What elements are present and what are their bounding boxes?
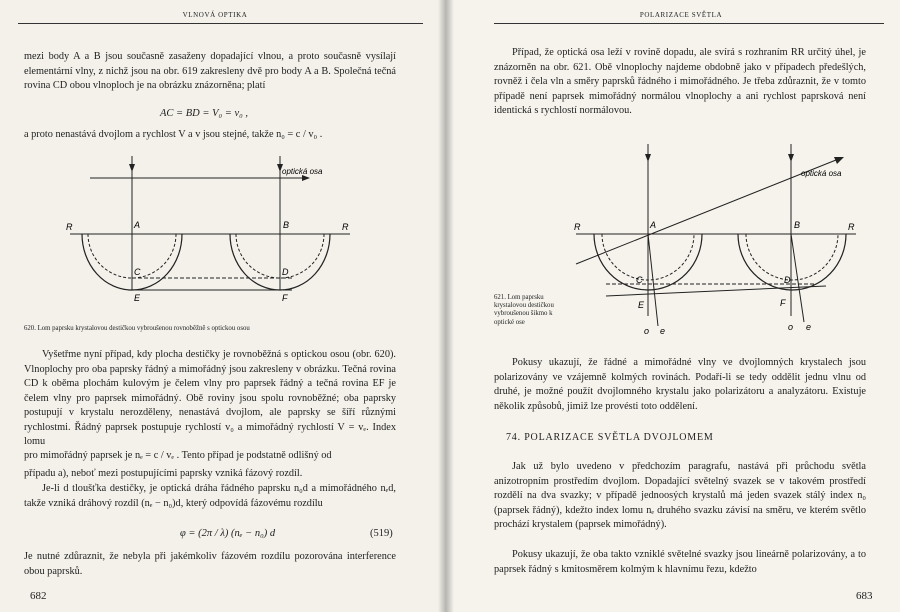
paragraph: případu a), neboť mezi postupujícími paprsky vzniká fázový rozdíl. — [24, 468, 303, 479]
section-title: 74. POLARIZACE SVĚTLA DVOJLOMEM — [506, 432, 714, 443]
paragraph: mezi body A a B jsou současně zasaženy dopadající vlnou, a proto současně vysílají elementární vlny, z nichž jsou na obr. 619 zakresleny dvě pro body A a B. Společná tečná rovina CD obou vlnoploch je na obrázku znázorněna; platí — [24, 51, 396, 91]
running-header: POLARIZACE SVĚTLA — [639, 11, 723, 19]
paragraph: a proto nenastává dvojlom a rychlost V a v jsou stejné, takže n₀ = c / v₀ . — [24, 129, 323, 140]
left-page — [0, 0, 446, 612]
figure-label: D — [784, 275, 791, 285]
running-header: VLNOVÁ OPTIKA — [182, 11, 248, 19]
figure-caption: 621. Lom paprsku krystalovou destičkou vybroušenou šikmo k optické ose — [494, 294, 554, 326]
paragraph: Pokusy ukazují, že řádné a mimořádné vlny ve dvojlomných krystalech jsou polarizovány ve vzájemně kolmých rovinách. Podaří-li se tedy oddělit jednu vlnu od druhé, je možné použít dvojlomného krystalu jako polarizátoru a analyzátoru. Existuje několik způsobů, jimiž lze provésti toto oddělení. — [494, 357, 866, 412]
book-gutter — [438, 0, 454, 612]
figure-620 — [60, 148, 360, 318]
figure-label: E — [638, 300, 645, 310]
figure-label: F — [282, 293, 288, 303]
paragraph: Vyšetřme nyní případ, kdy plocha destičky je rovnoběžná s optickou osou (obr. 620). Vlnoplochy pro oba paprsky řádný a mimořádný jsou zakresleny v obrázku. Tečná rovina CD k oběma plochám kulovým je čelem vlny pro paprsek řádný a tečná rovina EF je čelem vlny pro paprsek mimořádný. Obě roviny jsou spolu rovnoběžné; oba paprsky postupují v krystalu nerozděleny, nenastává dvojlom, ale paprsky se šíří různými rychlostmi. Řádný paprsek postupuje rychlostí v₀ a mimořádný rychlostí V = vₑ. Index lomu — [24, 349, 396, 447]
figure-label: o — [644, 326, 650, 336]
figure-label: E — [134, 293, 141, 303]
equation: AC = BD = V₀ = v₀ , — [160, 108, 249, 119]
paragraph: Je nutné zdůraznit, že nebyla při jakémkoliv fázovém rozdílu pozorována interference obou paprsků. — [24, 551, 396, 577]
figure-label: C — [636, 275, 643, 285]
paragraph: Jak už bylo uvedeno v předchozím paragrafu, nastává při průchodu světla anizotropním prostředím dvojlom. Dopadající světelný svazek se v takovém prostředí rozdělí na dva svazky; v případě jednoosých krystalů má jeden svazek stálý index n₀ (paprsek řádný), kdežto index lomu nₑ druhého svazku závisí na směru, ve kterém světlo prochází krystalem (paprsek mimořádný). — [494, 461, 866, 530]
figure-label: A — [650, 220, 657, 230]
page-number: 683 — [856, 590, 873, 602]
figure-label: e — [806, 322, 812, 332]
figure-label: e — [660, 326, 666, 336]
figure-label: optická osa — [282, 167, 323, 176]
paragraph: Je-li d tloušťka destičky, je optická dráha řádného paprsku n₀d a mimořádného nₑd, takže vzniká dráhový rozdíl (nₑ − n₀)d, který odpovídá fázovému rozdílu — [24, 483, 396, 509]
paragraph: Pokusy ukazují, že oba takto vzniklé světelné svazky jsou lineárně polarizovány, a to paprsek řádný s kmitosměrem kolmým k hlavnímu řezu, kdežto — [494, 549, 866, 575]
figure-label: D — [282, 267, 289, 277]
figure-label: optická osa — [801, 169, 842, 178]
figure-label: B — [283, 220, 290, 230]
equation-number: (519) — [370, 528, 393, 539]
header-rule — [494, 23, 884, 24]
figure-label: F — [780, 298, 786, 308]
figure-label: C — [134, 267, 141, 277]
arrow-up-right-icon — [834, 157, 844, 164]
right-page — [446, 0, 900, 612]
figure-label: R — [848, 222, 855, 232]
equation: φ = (2π / λ) (nₑ − n₀) d — [180, 528, 276, 539]
figure-label: A — [134, 220, 141, 230]
paragraph: pro mimořádný paprsek je nₑ = c / vₑ . Tento případ je podstatně odlišný od — [24, 450, 332, 461]
header-rule — [18, 23, 423, 24]
figure-label: R — [66, 222, 73, 232]
figure-label: R — [342, 222, 349, 232]
figure-label: o — [788, 322, 794, 332]
figure-label: R — [574, 222, 581, 232]
figure-caption: 620. Lom paprsku krystalovou destičkou vybroušenou rovnoběžně s optickou osou — [24, 325, 250, 332]
figure-label: B — [794, 220, 801, 230]
paragraph: Případ, že optická osa leží v rovině dopadu, ale svírá s rozhraním RR určitý úhel, je znázorněn na obr. 621. Obě vlnoplochy najdeme obdobně jako v případech předešlých, rovněž i čela vln a směry paprsků řádného i mimořádného. Je třeba zdůraznit, že v tomto případě není paprsek mimořádný normálou vlnoplochy a ani rychlost paprsková není identická s rychlostí normálovou. — [494, 47, 866, 116]
figure-621 — [566, 136, 866, 342]
page-number: 682 — [30, 590, 47, 602]
